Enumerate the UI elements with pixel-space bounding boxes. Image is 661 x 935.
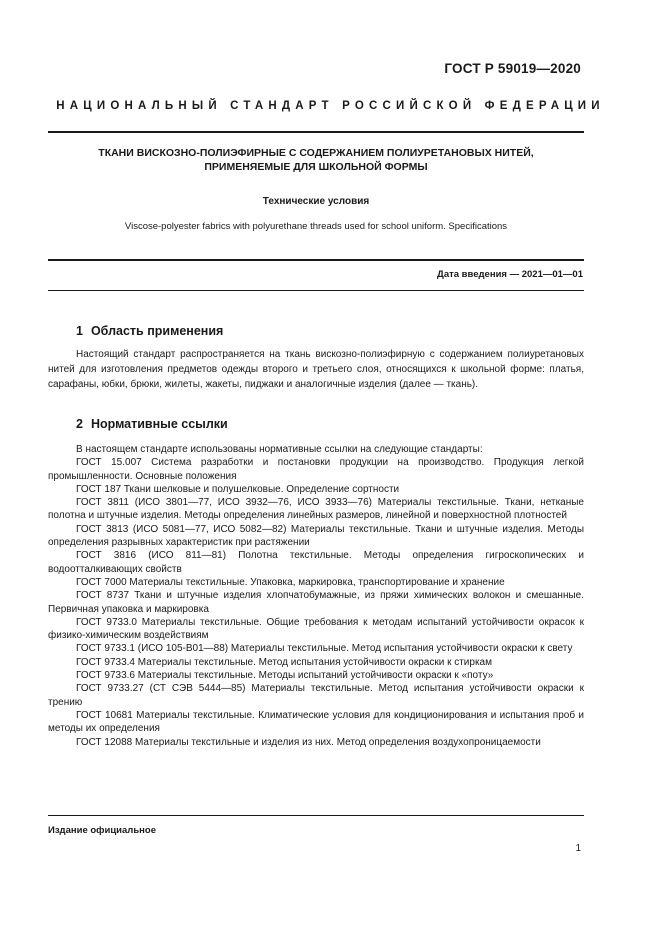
document-title (48, 146, 584, 174)
page-number: 1 (575, 843, 581, 854)
section-1-number: 1 (76, 324, 83, 338)
section-2-title: Нормативные ссылки (90, 417, 228, 431)
reference-item: ГОСТ 3813 (ИСО 5081—77, ИСО 5082—82) Материалы текстильные. Ткани и штучные изделия. Методы определения разрывных характеристик при растяжении (48, 523, 584, 549)
reference-item: ГОСТ 9733.6 Материалы текстильные. Методы испытаний устойчивости окраски к «поту» (76, 670, 494, 682)
title-divider (48, 259, 584, 261)
header-divider (48, 131, 584, 133)
introduction-date: Дата введения — 2021—01—01 (437, 269, 583, 280)
title-line-1: ТКАНИ ВИСКОЗНО-ПОЛИЭФИРНЫЕ С СОДЕРЖАНИЕМ ПОЛИУРЕТАНОВЫХ НИТЕЙ, (98, 147, 534, 159)
references-intro: В настоящем стандарте использованы нормативные ссылки на следующие стандарты: (76, 444, 483, 455)
date-divider (48, 290, 584, 291)
section-1-paragraph: Настоящий стандарт распространяется на ткань вискозно-полиэфирную с содержанием полиуретановых нитей для изготовления предметов одежды второго и третьего слоя, относящихся к школьной форме: платья, сарафаны, юбки, брюки, жилеты, жакеты, пиджаки и аналогичные изделия (далее — ткань). (48, 349, 584, 390)
reference-item: ГОСТ 3816 (ИСО 811—81) Полотна текстильные. Методы определения гигроскопических и водоотталкивающих свойств (48, 550, 584, 575)
section-1-heading (76, 324, 223, 338)
official-edition-label: Издание официальное (48, 825, 156, 836)
reference-item: ГОСТ 9733.4 Материалы текстильные. Метод испытания устойчивости окраски к стиркам (76, 656, 492, 668)
footer-divider (48, 815, 584, 816)
reference-item: ГОСТ 9733.0 Материалы текстильные. Общие требования к методам испытаний устойчивости окрасок к физико-химическим воздействиям (48, 616, 584, 642)
title-line-2: ПРИМЕНЯЕМЫЕ ДЛЯ ШКОЛЬНОЙ ФОРМЫ (204, 161, 428, 173)
reference-item: ГОСТ 9733.27 (СТ СЭВ 5444—85) Материалы текстильные. Метод испытания устойчивости окраски к трению (48, 683, 584, 708)
reference-item: ГОСТ 3811 (ИСО 3801—77, ИСО 3932—76, ИСО 3933—76) Материалы текстильные. Ткани, нетканые полотна и штучные изделия. Методы определения линейных размеров, линейной и поверхностной плотностей (48, 497, 584, 522)
normative-references (48, 443, 584, 749)
reference-item: ГОСТ 9733.1 (ИСО 105-В01—88) Материалы текстильные. Метод испытания устойчивости окраски к свету (76, 643, 573, 655)
reference-item: ГОСТ 10681 Материалы текстильные. Климатические условия для кондиционирования и испытания проб и методы их определения (48, 709, 584, 735)
standard-code: ГОСТ Р 59019—2020 (444, 61, 581, 76)
reference-item: ГОСТ 7000 Материалы текстильные. Упаковка, маркировка, транспортирование и хранение (76, 576, 505, 588)
section-2-heading (76, 417, 228, 431)
reference-item: ГОСТ 15.007 Система разработки и постановки продукции на производство. Продукция легкой промышленности. Основные положения (48, 457, 584, 482)
section-1-body (48, 348, 584, 392)
reference-item: ГОСТ 8737 Ткани и штучные изделия хлопчатобумажные, из пряжи химических волокон и смешанные. Первичная упаковка и маркировка (48, 590, 584, 615)
national-standard-header: НАЦИОНАЛЬНЫЙ СТАНДАРТ РОССИЙСКОЙ ФЕДЕРАЦИИ (56, 100, 605, 112)
english-title: Viscose-polyester fabrics with polyurethane threads used for school uniform. Specifications (124, 221, 508, 232)
reference-item: ГОСТ 12088 Материалы текстильные и изделия из них. Метод определения воздухопроницаемости (76, 736, 541, 748)
document-subtitle: Технические условия (262, 196, 370, 207)
section-1-title: Область применения (90, 324, 224, 338)
reference-item: ГОСТ 187 Ткани шелковые и полушелковые. Определение сортности (76, 483, 400, 495)
section-2-number: 2 (76, 417, 83, 431)
